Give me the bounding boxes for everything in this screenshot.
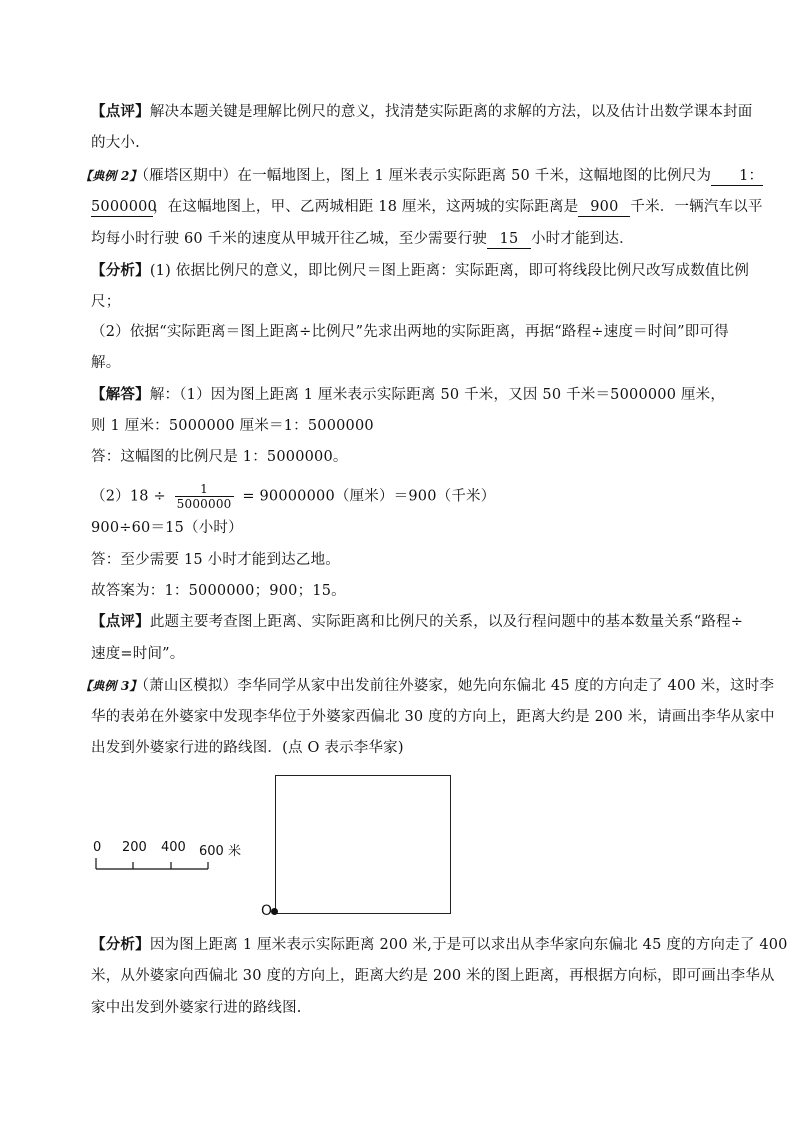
review-text-2: 此题主要考查图上距离、实际距离和比例尺的关系，以及行程问题中的基本数量关系“路程÷ [149,614,744,630]
answer-blank-distance: 900 [578,199,630,217]
example-2-question: （雁塔区期中）在一幅地图上，图上 1 厘米表示实际距离 50 千米，这幅地图的比例尺为 [141,168,712,184]
example-3-question: （萧山区模拟）李华同学从家中出发前往外婆家，她先向东偏北 45 度的方向走了 400 米，这时李 [141,678,775,694]
analysis-tag: 【分析】 [91,262,150,279]
example-3-analysis-tag: 【分析】 [91,936,150,953]
example-3-analysis-line-2: 米，从外婆家向西偏北 30 度的方向上，距离大约是 200 米的图上距离，再根据方向标，即可画出李华从 [91,968,775,984]
review-text: 解决本题关键是理解比例尺的意义，找清楚实际距离的求解的方法，以及估计出数学课本封面 [149,104,753,120]
fraction-denominator: 5000000 [176,497,232,511]
review-text-line-2: 的大小. [91,135,140,151]
example-2-text-c: 均每小时行驶 60 千米的速度从甲城开往乙城，至少需要行驶 [91,231,487,247]
review-tag: 【点评】 [91,103,150,120]
analysis-text: (1) 依据比例尺的意义，即比例尺＝图上距离：实际距离，即可将线段比例尺改写成数值比例 [149,263,750,279]
analysis-line-2: 尺； [91,294,121,310]
drawing-area-box [275,775,451,914]
scale-label-0: 0 [93,840,102,855]
example-2-line-1 [80,166,763,186]
point-o-marker [271,908,278,915]
example-3-line-3: 出发到外婆家行进的路线图．(点 O 表示李华家) [91,740,404,756]
fraction [175,482,234,511]
answer-blank-scale-part2: 5000000 [91,199,157,215]
calc-prefix: （2）18 ÷ [91,488,166,505]
analysis-line-1 [91,261,749,281]
review-line-2: 速度=时间”。 [91,646,185,662]
point-o-label: O [261,903,273,919]
scale-label-600: 600 米 [199,844,241,859]
example-3-line-1 [80,676,774,696]
answer-line-2: 则 1 厘米：5000000 厘米＝1：5000000 [91,418,374,434]
analysis-line-3: （2）依据“实际距离＝图上距离÷比例尺”先求出两地的实际距离，再据“路程÷速度＝时间”即可得 [91,324,729,340]
example-2-line-3 [91,229,634,249]
example-3-tag: 【典例 3】 [80,679,142,693]
answer-calculation [91,482,495,511]
answer-line-6: 答：至少需要 15 小时才能到达乙地。 [91,552,340,568]
review-line-1 [91,612,743,632]
example-2-text-d: 小时才能到达． [530,231,634,247]
answer-line-7: 故答案为：1：5000000；900；15。 [91,583,346,599]
example-3-line-2: 华的表弟在外婆家中发现李华位于外婆家西偏北 30 度的方向上，距离大约是 200 米，请画出李华从家中 [91,709,775,725]
fraction-numerator: 1 [200,482,208,496]
review-paragraph-1 [91,102,753,122]
answer-line-3: 答：这幅图的比例尺是 1：5000000。 [91,449,348,465]
calc-result: = 90000000（厘米）＝900（千米） [242,488,496,505]
answer-tag: 【解答】 [91,386,150,403]
example-2-text-b: 千米．一辆汽车以平 [630,199,763,215]
scale-label-400: 400 [161,840,186,855]
answer-blank-hours: 15 [487,231,531,249]
example-3-analysis-line-3: 家中出发到外婆家行进的路线图. [91,1000,302,1016]
example-2-line-2 [91,197,763,217]
example-3-analysis-text: 因为图上距离 1 厘米表示实际距离 200 米,于是可以求出从李华家向东偏北 45 度的方向走了 400 [149,937,788,953]
answer-line-1 [91,385,725,405]
example-3-analysis-line-1 [91,935,788,955]
scale-label-200: 200 [122,840,147,855]
answer-line-5: 900÷60＝15（小时） [91,520,243,536]
example-2-tag: 【典例 2】 [80,169,142,183]
review-tag-2: 【点评】 [91,613,150,630]
answer-text: 解：（1）因为图上距离 1 厘米表示实际距离 50 千米，又因 50 千米＝5000000 厘米， [149,387,726,403]
scale-bar [90,853,214,873]
analysis-line-4: 解。 [91,355,121,371]
answer-blank-scale-part1: 1： [711,168,763,186]
example-2-text: ，在这幅地图上，甲、乙两城相距 18 厘米，这两城的实际距离是 [153,199,579,215]
